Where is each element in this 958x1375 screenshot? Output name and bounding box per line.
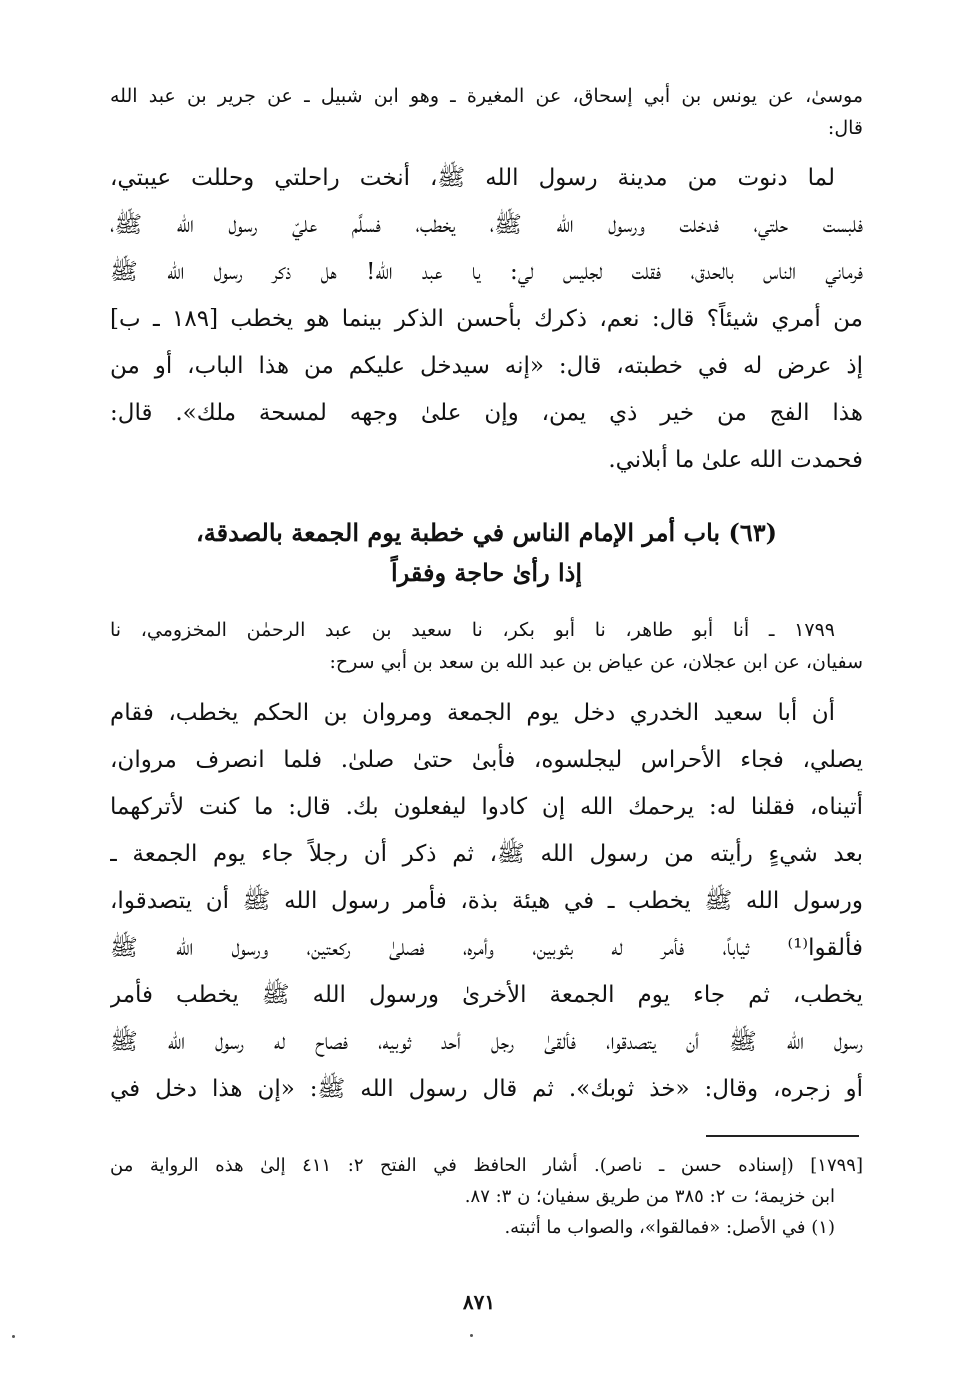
isnad-top: [110, 80, 863, 144]
text-line: أن أبا سعيد الخدري دخل يوم الجمعة ومروان بن الحكم يخطب، فقام: [110, 700, 835, 726]
footnotes: [110, 1150, 863, 1243]
footnote-line: [١٧٩٩] (إسناده حسن ـ ناصر). أشار الحافظ في الفتح ٢: ٤١١ إلىٰ هذه الرواية من: [110, 1155, 863, 1176]
scan-speck: [12, 1335, 15, 1338]
text-line: لما دنوت من مدينة رسول الله ﷺ، أنخت راحلتي وحللت عيبتي،: [110, 165, 835, 191]
scan-speck: [470, 1334, 473, 1337]
chapter-title: [110, 513, 863, 593]
text-line: ١٧٩٩ ـ أنا أبو طاهر، نا أبو بكر، نا سعيد بن عبد الرحمٰن المخزومي، نا: [110, 619, 835, 641]
text-line: أتيناه، فقلنا له: يرحمك الله إن كادوا ليفعلون بك. قال: ما كنت لأتركهما: [110, 794, 863, 820]
text-line: ورسول الله ﷺ يخطب ـ في هيئة بذة، فأمر رسول الله ﷺ أن يتصدقوا،: [110, 888, 863, 914]
text-line: أو زجره، وقال: «خذ ثوبك». ثم قال رسول الله ﷺ: «إن هذا دخل في: [110, 1076, 863, 1102]
text-line: من أمري شيئاً؟ قال: نعم، ذكرك بأحسن الذكر بينما هو يخطب [١٨٩ ـ ب]: [110, 306, 863, 332]
footnote-line: ابن خزيمة؛ ت ٢: ٣٨٥ من طريق سفيان؛ ن ٣: ٨٧.: [464, 1186, 835, 1207]
text-line: يخطب، ثم جاء يوم الجمعة الأخرىٰ ورسول الله ﷺ يخطب فأمر: [110, 982, 863, 1008]
text-line: فألقوا⁽¹⁾ ثياباً، فأمر له بثوبين، وأمره، فصلىٰ ركعتين، ورسول الله ﷺ: [110, 935, 863, 961]
text-line: رسول الله ﷺ أن يتصدقوا، فألقىٰ رجل أحد ثوبيه، فصاح له رسول الله ﷺ: [110, 1029, 863, 1055]
hadith-body-1798: [110, 155, 863, 484]
footnote-divider: [706, 1135, 859, 1137]
chapter-title-line: إذا رأىٰ حاجة وفقراً: [390, 558, 583, 587]
text-line: بعد شيءٍ رأيته من رسول الله ﷺ، ثم ذكر أن رجلاً جاء يوم الجمعة ـ: [110, 841, 863, 867]
text-line: إذ عرض له في خطبته، قال: «إنه سيدخل عليكم من هذا الباب، أو من: [110, 353, 863, 379]
text-line: فحمدت الله علىٰ ما أبلاني.: [608, 447, 863, 473]
text-line: قال:: [827, 117, 863, 139]
text-line: فلبست حلتي، فدخلت ورسول الله ﷺ، يخطب، فسلَّم عليّ رسول الله ﷺ،: [110, 212, 863, 238]
text-line: فرماني الناس بالحدق، فقلت لجليس لي: يا عبد الله! هل ذكر رسول الله ﷺ: [110, 259, 863, 285]
text-line: يصلي، فجاء الأحراس ليجلسوه، فأبىٰ حتىٰ صلىٰ. فلما انصرف مروان،: [110, 747, 863, 773]
text-line: سفيان، عن ابن عجلان، عن عياض بن عبد الله بن سعد بن أبي سرح:: [329, 651, 863, 673]
chapter-title-line: (٦٣) باب أمر الإمام الناس في خطبة يوم الجمعة بالصدقة،: [196, 518, 777, 547]
footnote-line: (١) في الأصل: «فمالقوا»، والصواب ما أثبته.: [504, 1217, 835, 1238]
text-line: موسىٰ، عن يونس بن أبي إسحاق، عن المغيرة ـ وهو ابن شبيل ـ عن جرير بن عبد الله: [110, 85, 863, 107]
text-line: هذا الفج من خير ذي يمن، وإن علىٰ وجهه لمسحة ملك». قال:: [110, 400, 863, 426]
isnad-1799: [110, 614, 863, 678]
hadith-body-1799: [110, 690, 863, 1113]
page-number: ٨٧١: [462, 1290, 496, 1314]
